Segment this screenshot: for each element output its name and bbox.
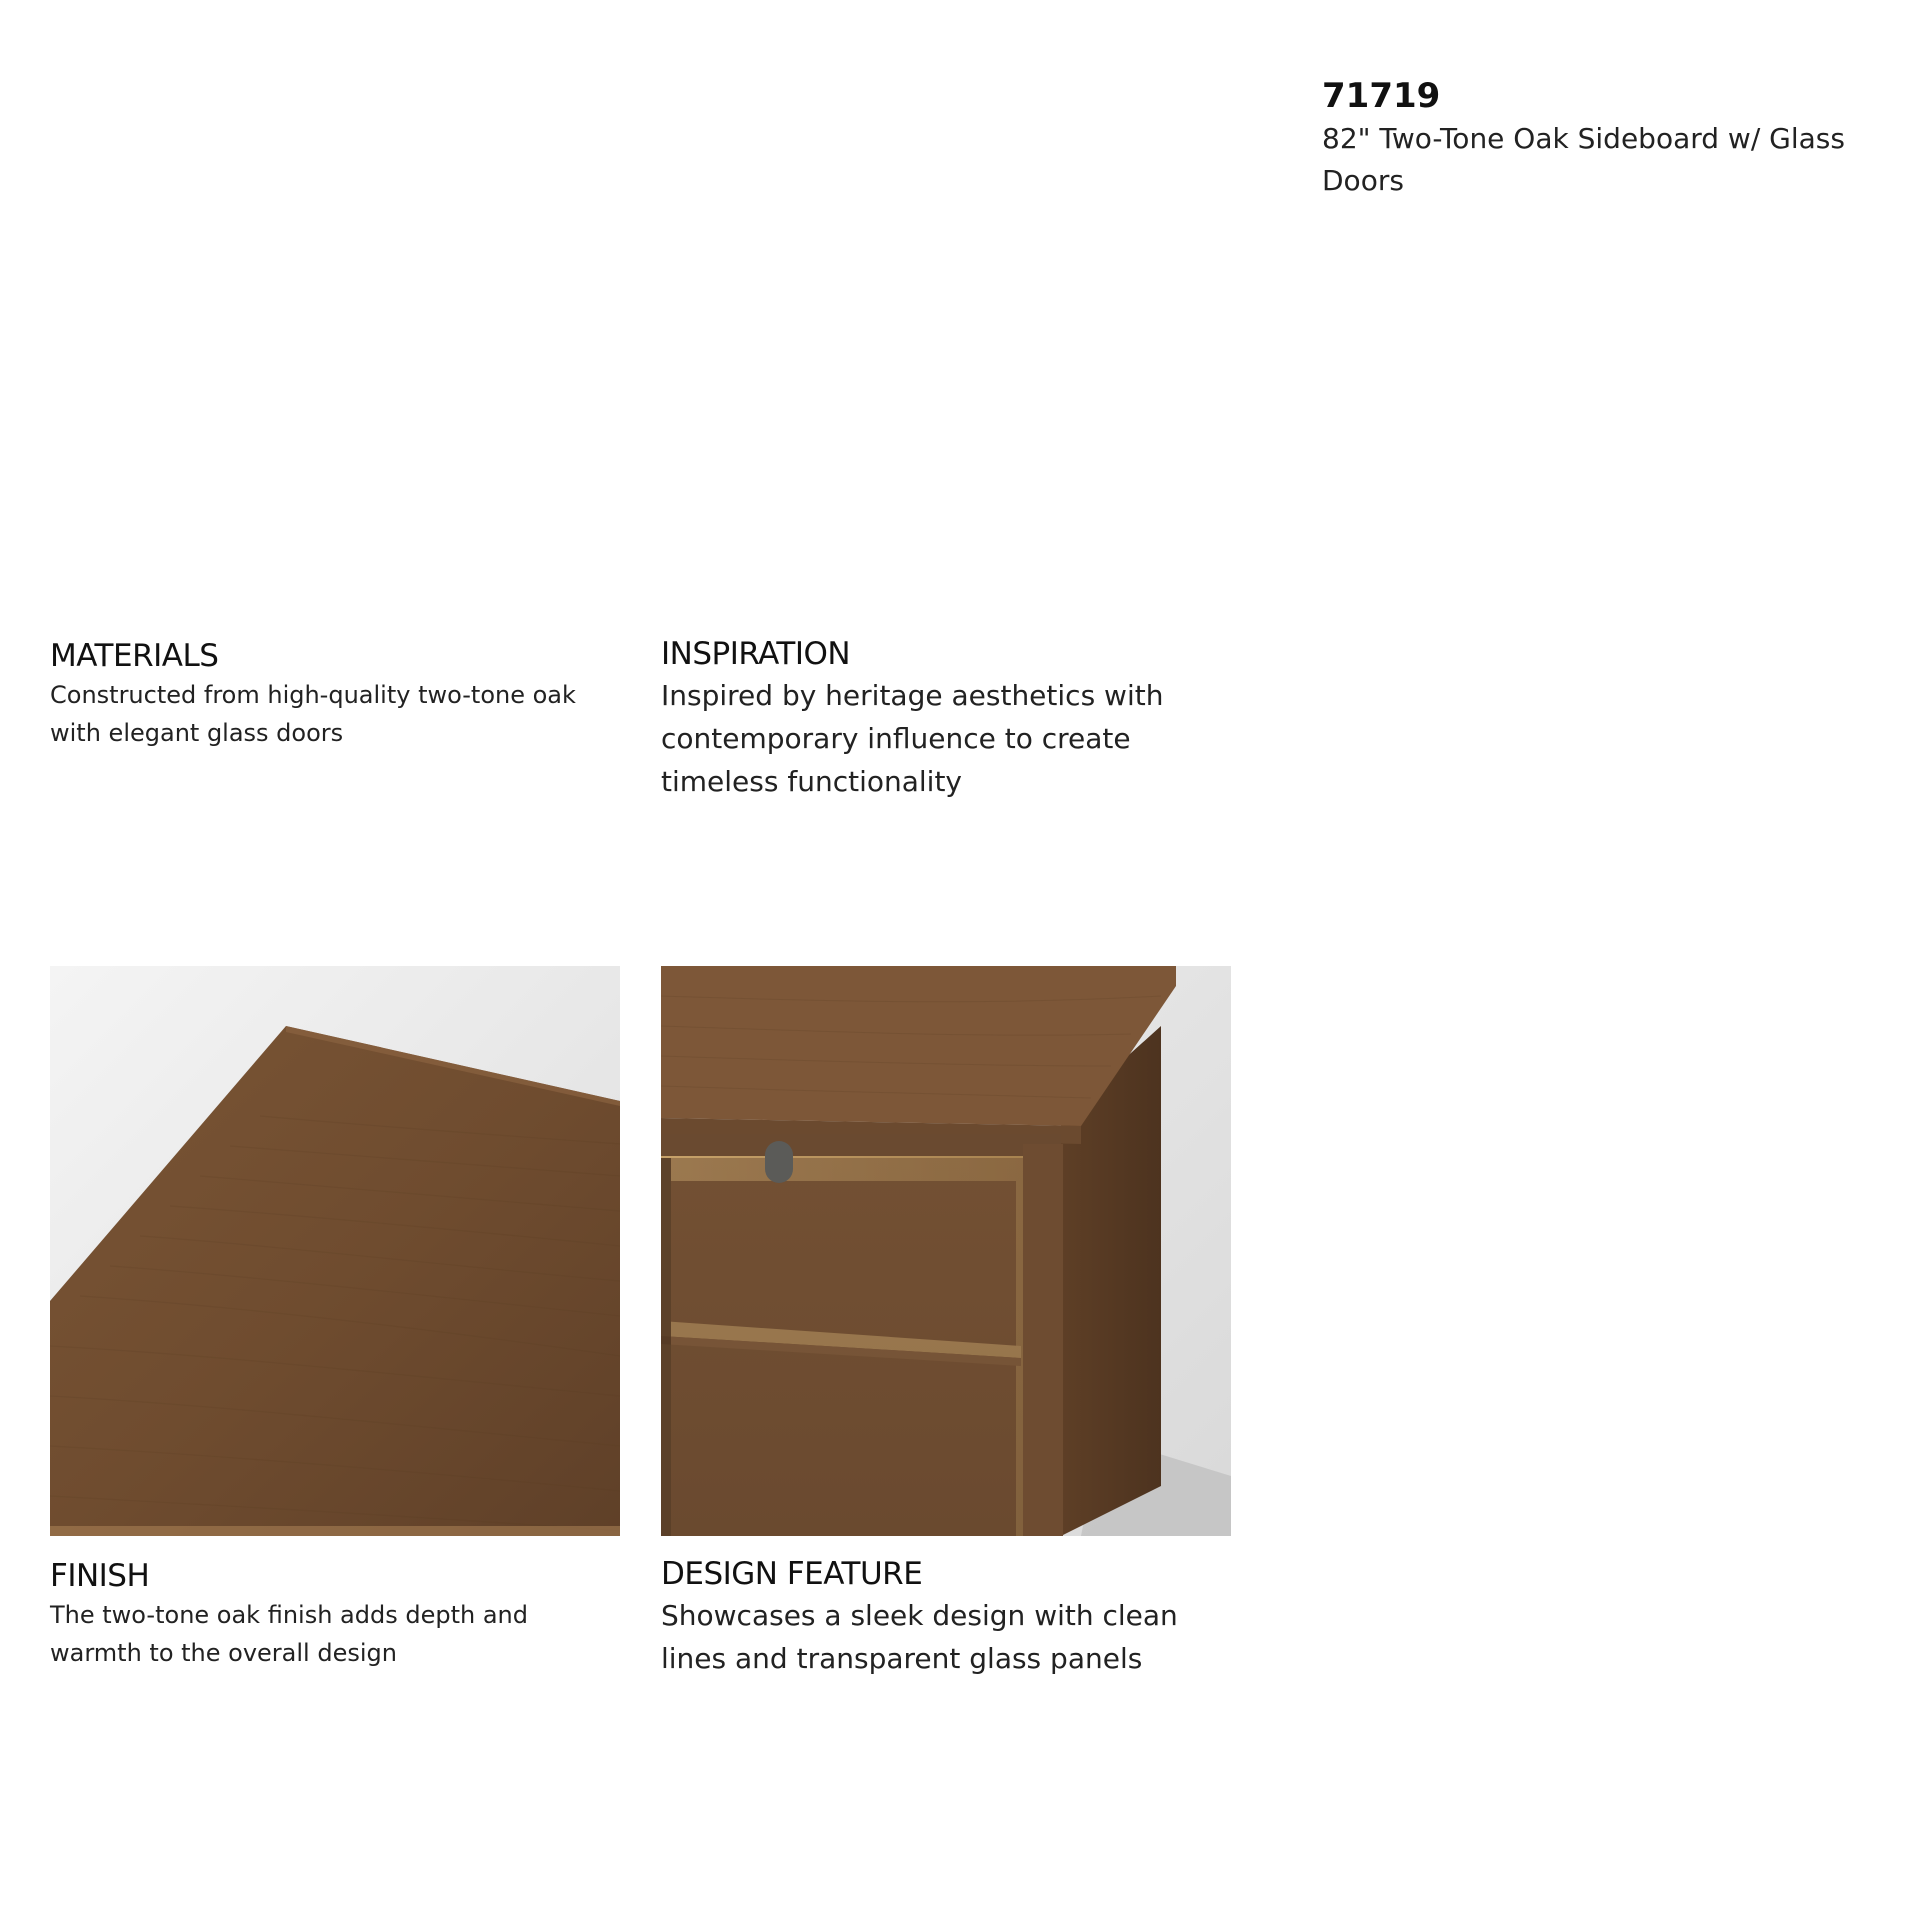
design-feature-title: DESIGN FEATURE (661, 1556, 923, 1592)
finish-title: FINISH (50, 1558, 150, 1594)
design-feature-section (661, 1554, 1221, 1680)
finish-section (50, 1556, 620, 1672)
inspiration-title: INSPIRATION (661, 636, 851, 672)
product-header (1322, 74, 1902, 202)
product-sku: 71719 (1322, 76, 1441, 116)
design-feature-text: Showcases a sleek design with clean lines and transparent glass panels (661, 1599, 1178, 1675)
product-name: 82" Two-Tone Oak Sideboard w/ Glass Doors (1322, 122, 1845, 197)
oak-tabletop-corner-photo (50, 966, 620, 1536)
sideboard-glass-door-cabinet-photo (661, 966, 1231, 1536)
finish-photo (50, 966, 620, 1536)
materials-title: MATERIALS (50, 638, 219, 674)
materials-section (50, 636, 620, 752)
finish-text: The two-tone oak finish adds depth and warmth to the overall design (50, 1601, 528, 1667)
design-photo (661, 966, 1231, 1536)
materials-text: Constructed from high-quality two-tone oak with elegant glass doors (50, 681, 576, 747)
inspiration-text: Inspired by heritage aesthetics with contemporary influence to create timeless functionality (661, 679, 1164, 798)
inspiration-section (661, 634, 1201, 803)
